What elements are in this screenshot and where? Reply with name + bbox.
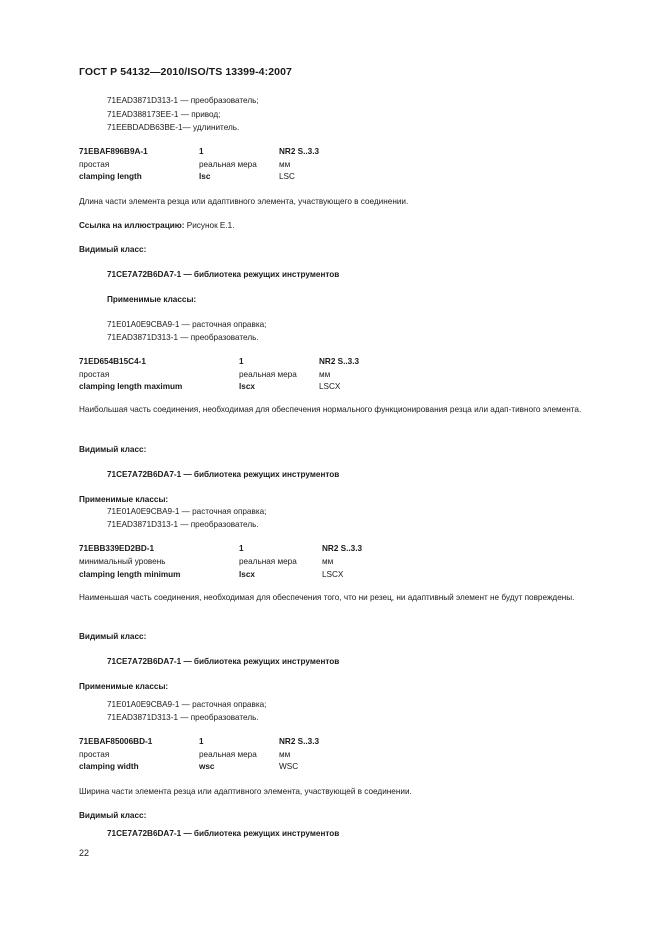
property-code: WSC: [279, 762, 299, 771]
property-unit: мм: [319, 370, 331, 379]
class-item: 71EAD3871D313-1 — преобразователь.: [107, 713, 259, 722]
property-type: простая: [79, 160, 110, 169]
class-item: 71E01A0E9CBA9-1 — расточная оправка;: [107, 700, 267, 709]
class-item: 71EAD3871D313-1 — преобразователь.: [107, 333, 259, 342]
visible-class-value: 71CE7A72B6DA7-1 — библиотека режущих инструментов: [107, 470, 340, 479]
property-name: clamping length minimum: [79, 570, 181, 579]
property-version: 1: [199, 147, 204, 156]
property-unit-code: NR2 S..3.3: [319, 357, 360, 366]
property-kind: реальная мера: [199, 750, 257, 759]
property-name: clamping length: [79, 172, 142, 181]
property-definition: Длина части элемента резца или адаптивного элемента, участвующего в соединении.: [79, 197, 409, 206]
class-item: 71EEBDADB63BE-1— удлинитель.: [107, 123, 240, 132]
property-unit-code: NR2 S..3.3: [279, 147, 320, 156]
applicable-classes-label: Применимые классы:: [79, 495, 169, 504]
page-header-title: ГОСТ Р 54132—2010/ISO/TS 13399-4:2007: [79, 66, 292, 78]
property-kind: реальная мера: [199, 160, 257, 169]
illustration-reference-label: Ссылка на иллюстрацию:: [79, 221, 185, 230]
property-code: LSCX: [322, 570, 344, 579]
property-unit: мм: [322, 557, 334, 566]
property-definition: Ширина части элемента резца или адаптивного элемента, участвующей в соединении.: [79, 787, 412, 796]
property-code: LSC: [279, 172, 295, 181]
property-id: 71ED654B15C4-1: [79, 357, 146, 366]
applicable-classes-label: Применимые классы:: [79, 682, 169, 691]
visible-class-value: 71CE7A72B6DA7-1 — библиотека режущих инструментов: [107, 829, 340, 838]
property-name: clamping width: [79, 762, 139, 771]
class-item: 71E01A0E9CBA9-1 — расточная оправка;: [107, 507, 267, 516]
property-name: clamping length maximum: [79, 382, 183, 391]
visible-class-value: 71CE7A72B6DA7-1 — библиотека режущих инструментов: [107, 270, 340, 279]
property-id: 71EBB339ED2BD-1: [79, 544, 155, 553]
property-type: простая: [79, 750, 110, 759]
applicable-classes-label: Применимые классы:: [107, 295, 197, 304]
property-version: 1: [239, 544, 244, 553]
property-version: 1: [199, 737, 204, 746]
property-definition: Наибольшая часть соединения, необходимая для обеспечения нормального функционирования резца или адап-тивного элемента.: [79, 405, 582, 414]
property-definition: Наименьшая часть соединения, необходимая для обеспечения того, что ни резец, ни адаптивный элемент не будут повреждены.: [79, 593, 575, 602]
visible-class-label: Видимый класс:: [79, 445, 147, 454]
visible-class-value: 71CE7A72B6DA7-1 — библиотека режущих инструментов: [107, 657, 340, 666]
visible-class-label: Видимый класс:: [79, 632, 147, 641]
property-unit: мм: [279, 160, 291, 169]
property-kind: реальная мера: [239, 370, 297, 379]
property-kind: реальная мера: [239, 557, 297, 566]
class-item: 71EAD388173EE-1 — привод;: [107, 110, 221, 119]
property-type: минимальный уровень: [79, 557, 166, 566]
page-number: 22: [79, 848, 90, 858]
property-symbol: lscx: [239, 382, 255, 391]
property-symbol: wsc: [199, 762, 215, 771]
property-unit-code: NR2 S..3.3: [322, 544, 363, 553]
property-type: простая: [79, 370, 110, 379]
class-item: 71E01A0E9CBA9-1 — расточная оправка;: [107, 320, 267, 329]
property-id: 71EBAF896B9A-1: [79, 147, 148, 156]
property-unit-code: NR2 S..3.3: [279, 737, 320, 746]
property-version: 1: [239, 357, 244, 366]
property-symbol: lscx: [239, 570, 255, 579]
illustration-reference-value: Рисунок Е.1.: [186, 221, 235, 230]
class-item: 71EAD3871D313-1 — преобразователь;: [107, 96, 259, 105]
visible-class-label: Видимый класс:: [79, 811, 147, 820]
property-code: LSCX: [319, 382, 341, 391]
visible-class-label: Видимый класс:: [79, 245, 147, 254]
property-id: 71EBAF85006BD-1: [79, 737, 153, 746]
illustration-reference: [79, 221, 234, 231]
property-symbol: lsc: [199, 172, 211, 181]
class-item: 71EAD3871D313-1 — преобразователь.: [107, 520, 259, 529]
property-unit: мм: [279, 750, 291, 759]
